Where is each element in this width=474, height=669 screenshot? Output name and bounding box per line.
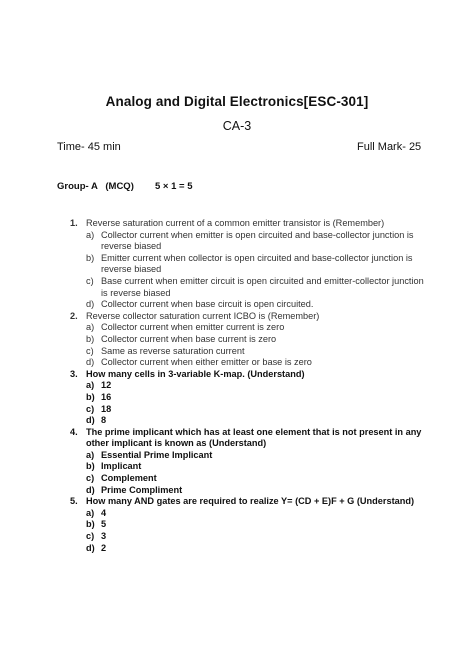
question-3 <box>0 369 474 427</box>
option-b <box>0 253 474 276</box>
option-text: Collector current when base current is zero <box>101 333 277 344</box>
option-text: Collector current when emitter is open circuited and base-collector junction is reverse biased <box>101 229 414 252</box>
option-text: Complement <box>101 473 157 484</box>
question-list <box>0 218 474 554</box>
option-d <box>0 357 474 369</box>
option-a <box>0 380 474 392</box>
option-label: c) <box>86 345 94 356</box>
option-label: d) <box>86 299 95 310</box>
option-label: d) <box>86 484 95 495</box>
option-text: Collector current when base circuit is open circuited. <box>101 299 314 310</box>
option-c <box>0 473 474 485</box>
option-text: 16 <box>101 391 112 402</box>
option-b <box>0 334 474 346</box>
option-a <box>0 230 474 253</box>
question-2 <box>0 311 474 369</box>
option-text: 12 <box>101 380 112 391</box>
question-text: How many AND gates are required to realize Y= (CD + E)F + G (Understand) <box>86 496 415 507</box>
question-5 <box>0 496 474 554</box>
option-text: Prime Compliment <box>101 484 183 495</box>
question-number: 1. <box>70 218 78 228</box>
option-text: 18 <box>101 403 112 414</box>
option-label: b) <box>86 252 95 263</box>
option-text: Emitter current when collector is open circuited and base-collector junction is reverse biased <box>101 252 413 275</box>
option-text: 3 <box>101 531 107 542</box>
question-text: Reverse saturation current of a common emitter transistor is (Remember) <box>86 218 385 228</box>
question-4 <box>0 427 474 497</box>
option-label: c) <box>86 473 95 484</box>
option-label: d) <box>86 415 95 426</box>
option-a <box>0 322 474 334</box>
option-b <box>0 519 474 531</box>
option-b <box>0 461 474 473</box>
option-text: 2 <box>101 542 107 553</box>
question-number: 4. <box>70 426 78 437</box>
option-text: 4 <box>101 507 107 518</box>
option-c <box>0 404 474 416</box>
option-text: Collector current when emitter current is zero <box>101 322 285 333</box>
option-label: d) <box>86 542 95 553</box>
option-a <box>0 508 474 520</box>
option-list <box>0 230 474 311</box>
question-text: Reverse collector saturation current ICBO is (Remember) <box>86 310 320 321</box>
option-text: Base current when emitter circuit is open circuited and emitter-collector junction is reverse biased <box>101 275 424 298</box>
option-label: c) <box>86 275 94 286</box>
option-c <box>0 346 474 358</box>
question-text: How many cells in 3-variable K-map. (Understand) <box>86 368 305 379</box>
group-heading: Group- A (MCQ) 5 × 1 = 5 <box>57 181 193 192</box>
option-label: a) <box>86 322 95 333</box>
page-title: Analog and Digital Electronics[ESC-301] <box>105 94 369 109</box>
option-d <box>0 543 474 555</box>
option-text: Same as reverse saturation current <box>101 345 245 356</box>
question-number: 5. <box>70 496 78 507</box>
option-label: b) <box>86 461 95 472</box>
question-text: The prime implicant which has at least one element that is not present in any other implicant is known as (Understand) <box>86 426 422 449</box>
option-label: b) <box>86 333 95 344</box>
option-d <box>0 485 474 497</box>
option-d <box>0 299 474 311</box>
time-label: Time- 45 min <box>57 141 121 153</box>
option-d <box>0 415 474 427</box>
option-text: Implicant <box>101 461 142 472</box>
question-number: 2. <box>70 310 78 321</box>
option-text: Essential Prime Implicant <box>101 449 213 460</box>
page-subtitle: CA-3 <box>222 119 252 133</box>
option-list <box>0 380 474 426</box>
option-text: 8 <box>101 415 107 426</box>
option-text: Collector current when either emitter or base is zero <box>101 357 312 368</box>
option-c <box>0 531 474 543</box>
option-label: a) <box>86 229 95 240</box>
option-label: c) <box>86 531 95 542</box>
option-label: a) <box>86 380 95 391</box>
option-label: b) <box>86 519 95 530</box>
option-label: c) <box>86 403 95 414</box>
question-1 <box>0 218 474 311</box>
option-text: 5 <box>101 519 107 530</box>
option-list <box>0 322 474 368</box>
option-label: b) <box>86 391 95 402</box>
option-a <box>0 450 474 462</box>
option-b <box>0 392 474 404</box>
option-list <box>0 450 474 496</box>
option-c <box>0 276 474 299</box>
full-mark-label: Full Mark- 25 <box>357 141 422 153</box>
option-label: a) <box>86 507 95 518</box>
question-number: 3. <box>70 368 78 379</box>
option-label: a) <box>86 449 95 460</box>
option-list <box>0 508 474 554</box>
option-label: d) <box>86 357 95 368</box>
